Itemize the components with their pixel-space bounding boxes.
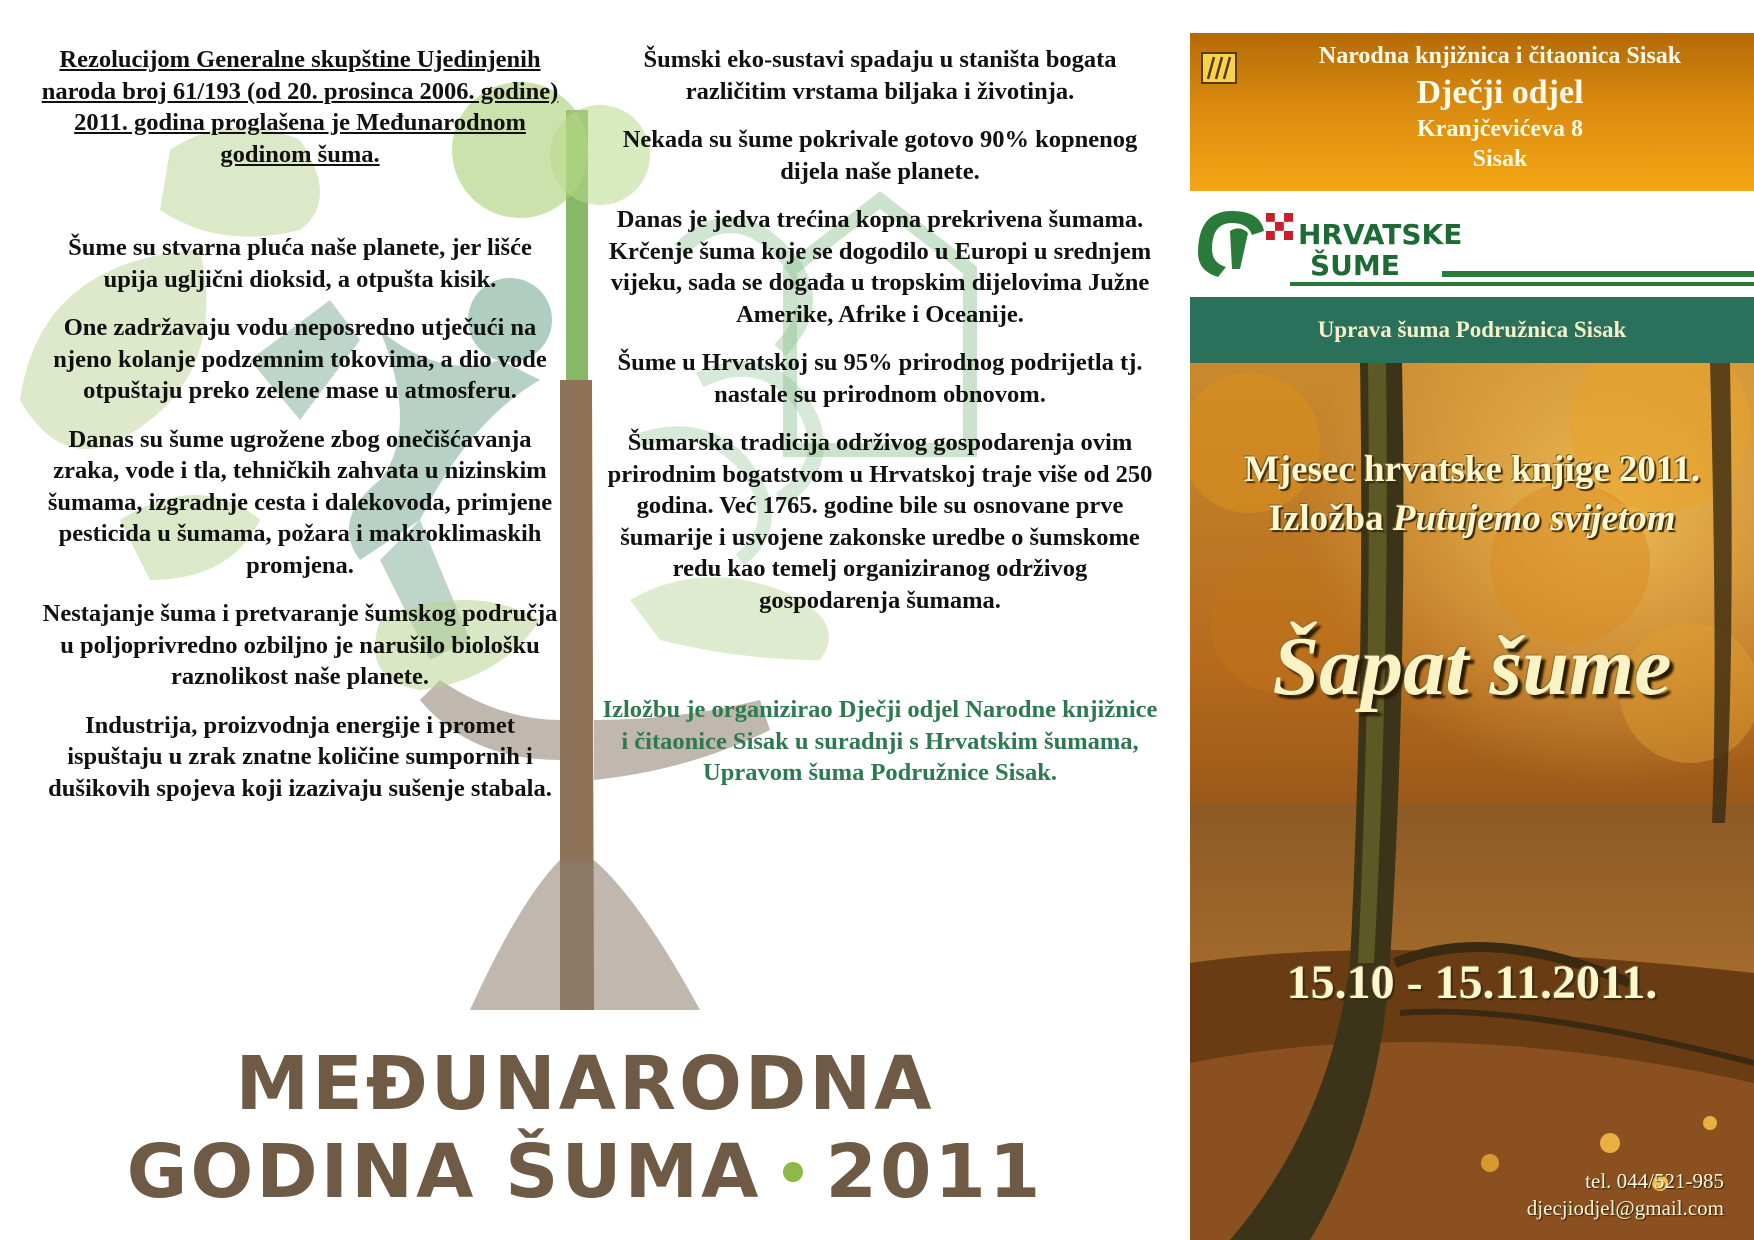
event-line-2-prefix: Izložba [1268, 498, 1393, 539]
library-street: Kranjčevićeva 8 [1417, 116, 1583, 142]
partner-logo-line1: HRVATSKE [1298, 218, 1463, 251]
right-cover-panel [1190, 33, 1754, 1240]
logo-title-year: 2011 [825, 1129, 1044, 1215]
paragraph: Šume u Hrvatskoj su 95% prirodnog podrijetla tj. nastale su prirodnom obnovom. [617, 349, 1143, 408]
exhibition-subtitle: Putujemo svijetom [1392, 498, 1676, 539]
logo-title-line2 [60, 1128, 1110, 1216]
paragraph: Nestajanje šuma i pretvaranje šumskog područja u poljoprivredno ozbiljno je narušilo biološku raznolikost naše planete. [42, 600, 558, 690]
paragraph: Danas su šume ugrožene zbog onečišćavanja zraka, vode i tla, tehničkih zahvata u nizinskim šumama, izgradnje cesta i dalekovoda, primjene pesticida u šumama, požara i makroklimaskih promjena. [47, 425, 553, 579]
department-name: Dječji odjel [1416, 74, 1584, 111]
paragraph: Šume su stvarna pluća naše planete, jer lišće upija ugljični dioksid, a otpušta kisik. [68, 234, 532, 293]
autumn-forest-photo [1190, 363, 1754, 1240]
phone-number: tel. 044/521-985 [1585, 1169, 1724, 1193]
logo-dot-icon [783, 1162, 803, 1182]
paragraph: Industrija, proizvodnja energije i promet ispuštaju u zrak znatne količine sumpornih i dušikovih spojeva koji izazivaju sušenje stabala. [48, 711, 552, 802]
library-book-icon [1200, 49, 1238, 87]
logo-title-line1: MEĐUNARODNA [235, 1041, 935, 1127]
paragraph: One zadržavaju vodu neposredno utječući na njeno kolanje podzemnim tokovima, a dio vode otpuštaju preko zelene mase u atmosferu. [53, 314, 547, 404]
paragraph: Danas je jedva trećina kopna prekrivena šumama. Krčenje šuma koje se dogodilo u Europi u srednjem vijeku, sada se događa u tropskim dijelovima Južne Amerike, Afrike i Oceanije. [608, 206, 1152, 328]
paragraph: Šumarska tradicija održivog gospodarenja ovim prirodnim bogatstvom u Hrvatskoj traje više od 250 godina. Već 1765. godine bile su osnovane prve šumarije i usvojene zakonske uredbe o šumskome redu kao temelj organiziranog održivog gospodarenja šumama. [607, 429, 1153, 614]
contact-info [1527, 1168, 1724, 1222]
library-header [1190, 33, 1754, 191]
left-text-column [38, 44, 562, 821]
forest-branch-band: Uprava šuma Podružnica Sisak [1190, 297, 1754, 363]
library-city: Sisak [1472, 146, 1528, 172]
forest-photo-image [1190, 363, 1754, 1240]
event-line-1: Mjesec hrvatske knjige 2011. [1243, 449, 1701, 490]
library-name: Narodna knjižnica i čitaonica Sisak [1318, 43, 1682, 69]
paragraph: Šumski eko-sustavi spadaju u staništa bogata različitim vrstama biljaka i životinja. [643, 46, 1117, 105]
logo-title-text: GODINA ŠUMA [126, 1129, 762, 1215]
exhibition-credit: Izložbu je organizirao Dječji odjel Narodne knjižnice i čitaonice Sisak u suradnji s Hrvatskim šumama, Upravom šuma Podružnice Sisak. [602, 696, 1158, 786]
paragraph: Nekada su šume pokrivale gotovo 90% kopnenog dijela naše planete. [622, 126, 1138, 185]
partner-logo-line2: ŠUME [1310, 249, 1400, 282]
hrvatske-sume-logo [1190, 191, 1754, 297]
exhibition-title: Šapat šume [1272, 620, 1672, 713]
international-year-of-forests-logo [60, 1040, 1110, 1216]
middle-text-column [600, 44, 1160, 789]
exhibition-dates: 15.10 - 15.11.2011. [1286, 956, 1658, 1009]
un-resolution-heading: Rezolucijom Generalne skupštine Ujedinjenih naroda broj 61/193 (od 20. prosinca 2006. godine) 2011. godina proglašena je Međunarodnom godinom šuma. [41, 46, 559, 168]
email-address: djecjiodjel@gmail.com [1526, 1196, 1724, 1220]
event-line-2 [1190, 497, 1754, 540]
